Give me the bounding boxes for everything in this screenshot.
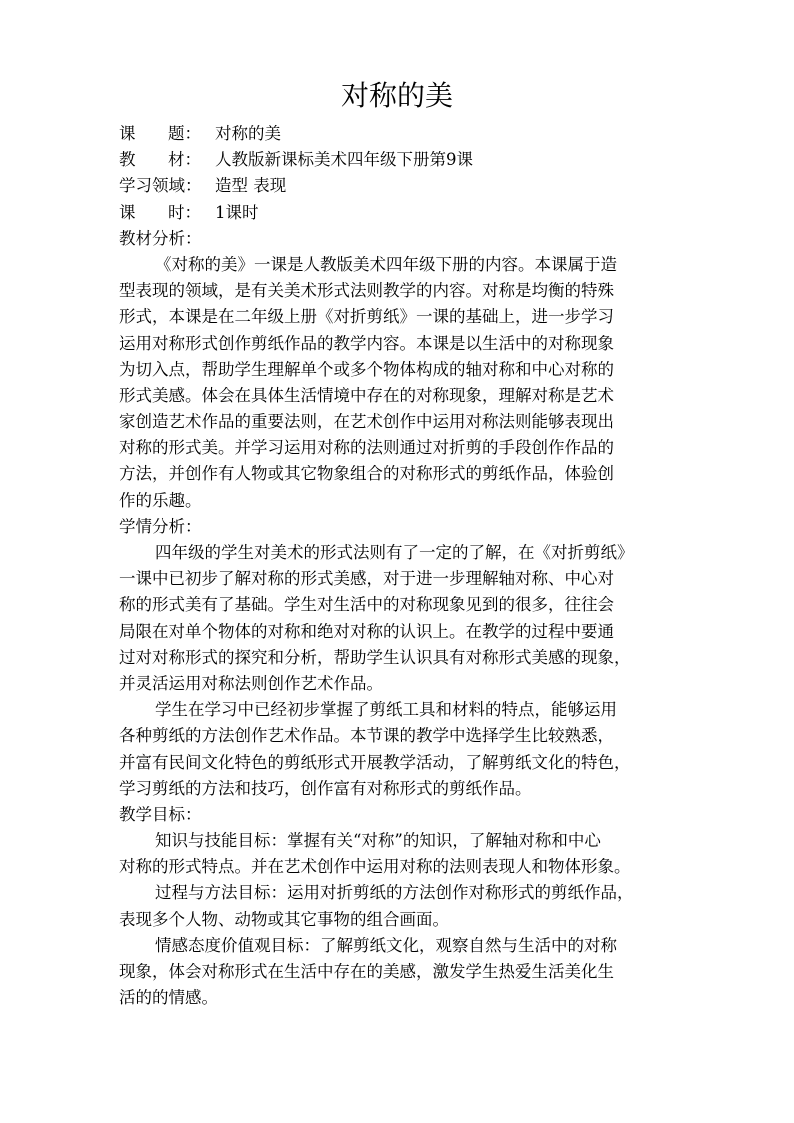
- field-value: 对称的美: [215, 124, 281, 143]
- field-label: 课 题：: [119, 124, 201, 143]
- field-textbook: [119, 147, 681, 173]
- section-heading-student-analysis: 学情分析：: [119, 516, 202, 536]
- paragraph: 情感态度价值观目标：了解剪纸文化，观察自然与生活中的对称 现象，体会对称形式在生活中存在的美感，激发学生热爱生活美化生 活的的情感。: [119, 935, 617, 1008]
- paragraph: 四年级的学生对美术的形式法则有了一定的了解，在《对折剪纸》 一课中已初步了解对称的形式美感，对于进一步理解轴对称、中心对 称的形式美有了基础。学生对生活中的对称现象见到的很多，往往会 局限在对单个物体的对称和绝对对称的认识上。在教学的过程中要通 过对对称形式的探究和分析，帮助学生认识具有对称形式美感的现象， 并灵活运用对称法则创作艺术作品。: [119, 543, 634, 693]
- field-topic: [119, 121, 681, 147]
- field-duration: [119, 200, 681, 226]
- document-title: 对称的美: [340, 79, 453, 112]
- field-label: 教 材：: [119, 150, 201, 170]
- paragraph: 《对称的美》一课是人教版美术四年级下册的内容。本课属于造 型表现的领域，是有关美术形式法则教学的内容。对称是均衡的特殊 形式，本课是在二年级上册《对折剪纸》一课的基础上，进一步学习 运用对称形式创作剪纸作品的教学内容。本课是以生活中的对称现象 为切入点，帮助学生理解单个或多个物体构成的轴对称和中心对称的 形式美感。体会在具体生活情境中存在的对称现象，理解对称是艺术 家创造艺术作品的重要法则，在艺术创作中运用对称法则能够表现出 对称的形式美。并学习运用对称的法则通过对折剪的手段创作作品的 方法，并创作有人物或其它物象组合的对称形式的剪纸作品，体验创 作的乐趣。: [119, 254, 617, 510]
- field-domain: [119, 173, 681, 199]
- paragraph: 知识与技能目标：掌握有关“对称”的知识，了解轴对称和中心 对称的形式特点。并在艺术创作中运用对称的法则表现人和物体形象。: [119, 831, 631, 877]
- field-value: 造型 表现: [215, 176, 287, 196]
- field-value: 1课时: [215, 202, 259, 222]
- document-body: [119, 121, 681, 1011]
- field-label: 课 时：: [119, 202, 201, 222]
- paragraph: 过程与方法目标：运用对折剪纸的方法创作对称形式的剪纸作品， 表现多个人物、动物或其它事物的组合画面。: [119, 883, 634, 929]
- field-label: 学习领域：: [119, 176, 202, 196]
- paragraph: 学生在学习中已经初步掌握了剪纸工具和材料的特点，能够运用 各种剪纸的方法创作艺术作品。本节课的教学中选择学生比较熟悉， 并富有民间文化特色的剪纸形式开展教学活动，了解剪纸文化的特色， 学习剪纸的方法和技巧，创作富有对称形式的剪纸作品。: [119, 700, 631, 798]
- section-heading-textbook-analysis: 教材分析：: [119, 228, 202, 248]
- section-heading-teaching-goals: 教学目标：: [119, 804, 202, 824]
- field-value: 人教版新课标美术四年级下册第9课: [215, 150, 473, 170]
